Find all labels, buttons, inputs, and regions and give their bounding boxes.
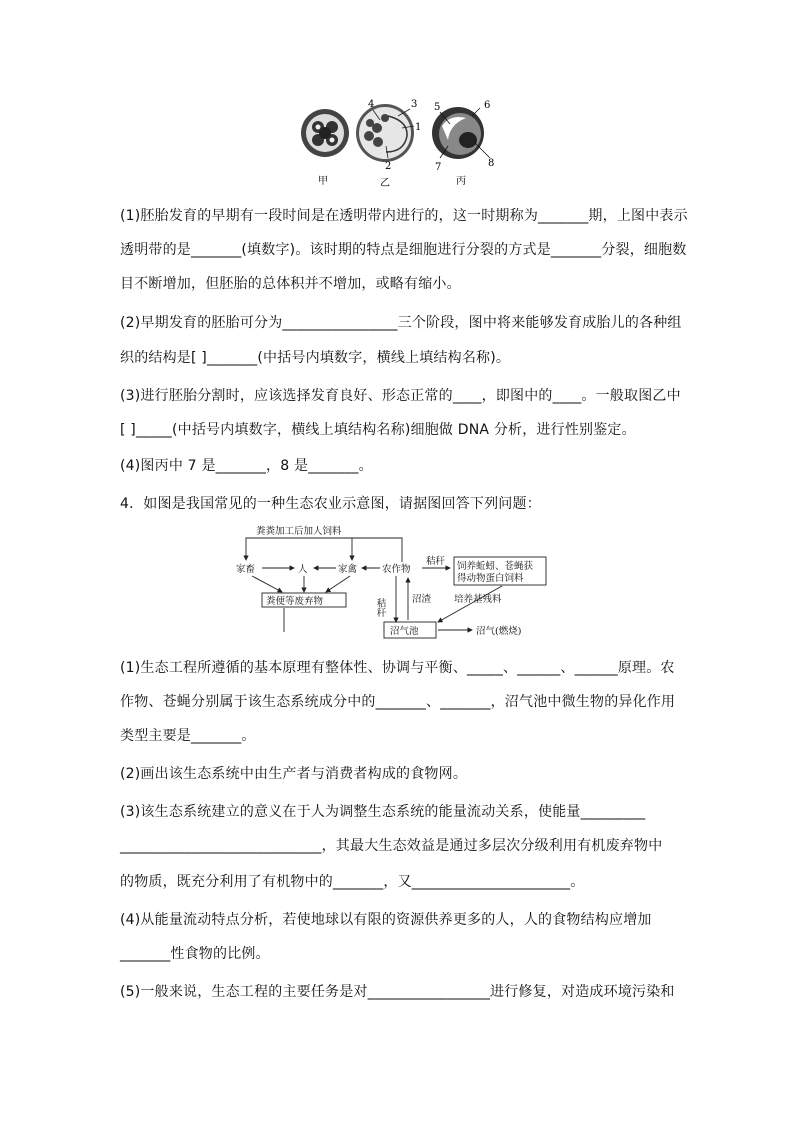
q4-line-3: 类型主要是_______。 (120, 728, 256, 744)
top-label: 粪粪加工后加人饲料 (256, 526, 342, 537)
label-1: 1 (415, 122, 422, 133)
q4-line-9: _______性食物的比例。 (120, 946, 270, 962)
embryo-bing (432, 100, 494, 173)
q3-line-8: (4)图丙中 7 是_______，8 是_______。 (120, 458, 373, 474)
label-straw-2: 秸秆 (374, 598, 386, 617)
q4-line-1: (1)生态工程所遵循的基本原理有整体性、协调与平衡、_____、______、______原理。农 (120, 660, 675, 676)
q3-line-1: (1)胚胎发育的早期有一段时间是在透明带内进行的，这一时期称为_______期，上图中表示 (120, 208, 688, 224)
label-4: 4 (368, 99, 375, 110)
label-residue: 沼渣 (412, 594, 432, 605)
box-fly-line-2: 得动物蛋白饲料 (457, 573, 524, 584)
q3-line-5: 织的结构是[ ]_______(中括号内填数字，横线上填结构名称)。 (120, 350, 511, 366)
node-gas: 沼气(燃烧) (476, 626, 522, 637)
box-fly-line-1: 饲养蚯蚓、苍蝇获 (457, 561, 534, 572)
label-7: 7 (435, 162, 442, 173)
q4-line-5: (3)该生态系统建立的意义在于人为调整生态系统的能量流动关系，使能量_________ (120, 804, 646, 820)
q3-line-2: 透明带的是_______(填数字)。该时期的特点是细胞进行分裂的方式是_______分裂，细胞数 (120, 242, 687, 258)
caption-yi: 乙 (380, 178, 390, 188)
q4-line-6: ____________________________，其最大生态效益是通过多层次分级利用有机废弃物中 (120, 838, 663, 854)
q3-line-7: [ ]_____(中括号内填数字，横线上填结构名称)细胞做 DNA 分析，进行性别鉴定。 (120, 422, 636, 438)
label-straw-1: 秸秆 (426, 556, 446, 567)
node-pool: 沼气池 (390, 626, 419, 637)
embryo-jia (301, 109, 349, 157)
q4-line-10: (5)一般来说，生态工程的主要任务是对_________________进行修复，对造成环境污染和 (120, 984, 675, 1000)
node-human: 人 (298, 564, 308, 575)
caption-jia: 甲 (318, 176, 328, 187)
q4-line-4: (2)画出该生态系统中由生产者与消费者构成的食物网。 (120, 766, 468, 782)
q4-line-7: 的物质，既充分利用了有机物中的_______，又______________________。 (120, 874, 585, 890)
q3-line-6: (3)进行胚胎分割时，应该选择发育良好、形态正常的____，即图中的____。一般取图乙中 (120, 388, 681, 404)
node-poultry: 家禽 (338, 564, 358, 575)
q3-line-4: (2)早期发育的胚胎可分为________________三个阶段，图中将来能够发育成胎儿的各种组 (120, 315, 682, 331)
embryo-yi (356, 99, 421, 172)
q4-intro: 4．如图是我国常见的一种生态农业示意图，请据图回答下列问题： (120, 496, 541, 512)
label-5: 5 (434, 102, 441, 113)
label-6: 6 (484, 100, 491, 111)
label-3: 3 (411, 99, 418, 110)
eco-agriculture-diagram (232, 522, 562, 642)
label-8: 8 (488, 158, 495, 169)
q4-line-8: (4)从能量流动特点分析，若使地球以有限的资源供养更多的人，人的食物结构应增加 (120, 912, 652, 928)
embryo-figure (290, 96, 510, 188)
node-waste: 粪便等废弃物 (266, 596, 324, 607)
q4-line-2: 作物、苍蝇分别属于该生态系统成分中的_______、_______，沼气池中微生物的异化作用 (120, 694, 676, 710)
label-culture: 培养基残料 (454, 594, 502, 605)
node-livestock: 家畜 (236, 564, 256, 575)
caption-bing: 丙 (456, 176, 466, 187)
label-2: 2 (385, 161, 392, 172)
node-crops: 农作物 (382, 564, 411, 575)
q3-line-3: 目不断增加，但胚胎的总体积并不增加，或略有缩小。 (120, 276, 461, 292)
